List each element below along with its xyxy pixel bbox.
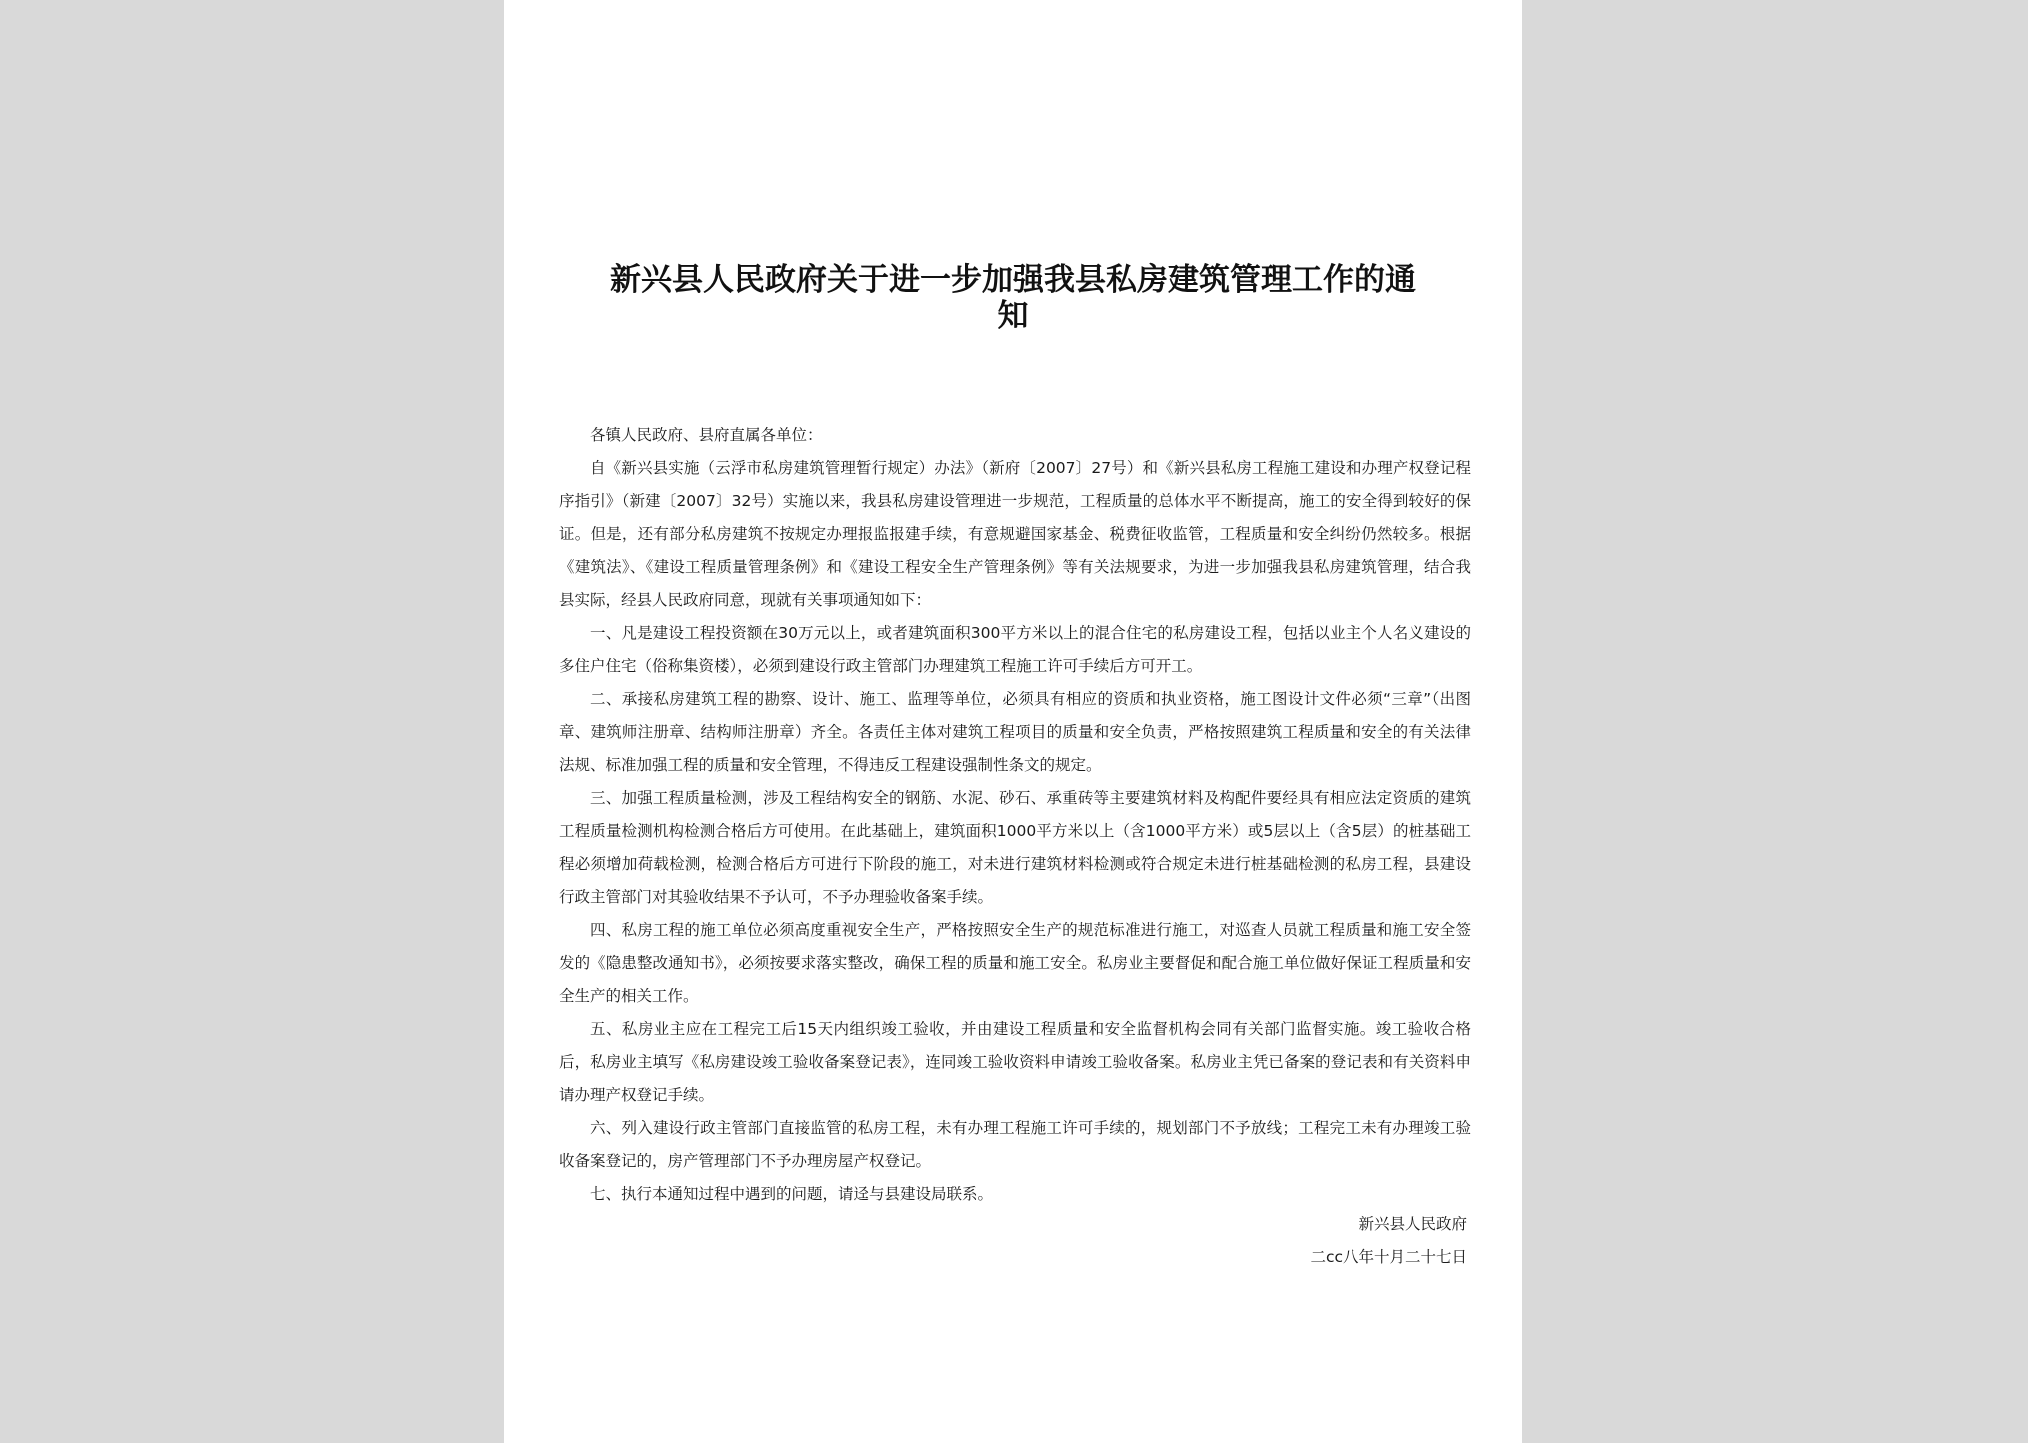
paragraph-item-3: 三、加强工程质量检测，涉及工程结构安全的钢筋、水泥、砂石、承重砖等主要建筑材料及构配件要经具有相应法定资质的建筑工程质量检测机构检测合格后方可使用。在此基础上，建筑面积1000平方米以上（含1000平方米）或5层以上（含5层）的桩基础工程必须增加荷载检测，检测合格后方可进行下阶段的施工，对未进行建筑材料检测或符合规定未进行桩基础检测的私房工程，县建设行政主管部门对其验收结果不予认可，不予办理验收备案手续。	[559, 789, 1471, 906]
paragraph-item-1: 一、凡是建设工程投资额在30万元以上，或者建筑面积300平方米以上的混合住宅的私房建设工程，包括以业主个人名义建设的多住户住宅（俗称集资楼），必须到建设行政主管部门办理建筑工程施工许可手续后方可开工。	[559, 624, 1471, 675]
document-body	[559, 419, 1471, 1211]
paragraph-item-4: 四、私房工程的施工单位必须高度重视安全生产，严格按照安全生产的规范标准进行施工，对巡查人员就工程质量和施工安全签发的《隐患整改通知书》，必须按要求落实整改，确保工程的质量和施工安全。私房业主要督促和配合施工单位做好保证工程质量和安全生产的相关工作。	[559, 921, 1471, 1005]
issue-date: 二cc八年十月二十七日	[1310, 1248, 1467, 1266]
document-page	[504, 0, 1522, 1443]
document-title: 新兴县人民政府关于进一步加强我县私房建筑管理工作的通知	[610, 262, 1416, 334]
salutation: 各镇人民政府、县府直属各单位：	[590, 426, 823, 444]
paragraph-item-7: 七、执行本通知过程中遇到的问题，请迳与县建设局联系。	[590, 1185, 994, 1203]
paragraph-intro: 自《新兴县实施（云浮市私房建筑管理暂行规定）办法》（新府〔2007〕27号）和《新兴县私房工程施工建设和办理产权登记程序指引》（新建〔2007〕32号）实施以来，我县私房建设管理进一步规范，工程质量的总体水平不断提高，施工的安全得到较好的保证。但是，还有部分私房建筑不按规定办理报监报建手续，有意规避国家基金、税费征收监管，工程质量和安全纠纷仍然较多。根据《建筑法》、《建设工程质量管理条例》和《建设工程安全生产管理条例》等有关法规要求，为进一步加强我县私房建筑管理，结合我县实际，经县人民政府同意，现就有关事项通知如下：	[559, 459, 1471, 609]
issuer-name: 新兴县人民政府	[1358, 1215, 1467, 1233]
paragraph-item-6: 六、列入建设行政主管部门直接监管的私房工程，未有办理工程施工许可手续的，规划部门不予放线；工程完工未有办理竣工验收备案登记的，房产管理部门不予办理房屋产权登记。	[559, 1119, 1471, 1170]
paragraph-item-5: 五、私房业主应在工程完工后15天内组织竣工验收，并由建设工程质量和安全监督机构会同有关部门监督实施。竣工验收合格后，私房业主填写《私房建设竣工验收备案登记表》，连同竣工验收资料申请竣工验收备案。私房业主凭已备案的登记表和有关资料申请办理产权登记手续。	[559, 1020, 1471, 1104]
paragraph-item-2: 二、承接私房建筑工程的勘察、设计、施工、监理等单位，必须具有相应的资质和执业资格，施工图设计文件必须“三章”（出图章、建筑师注册章、结构师注册章）齐全。各责任主体对建筑工程项目的质量和安全负责，严格按照建筑工程质量和安全的有关法律法规、标准加强工程的质量和安全管理，不得违反工程建设强制性条文的规定。	[559, 690, 1471, 774]
signature-block	[1310, 1208, 1467, 1274]
